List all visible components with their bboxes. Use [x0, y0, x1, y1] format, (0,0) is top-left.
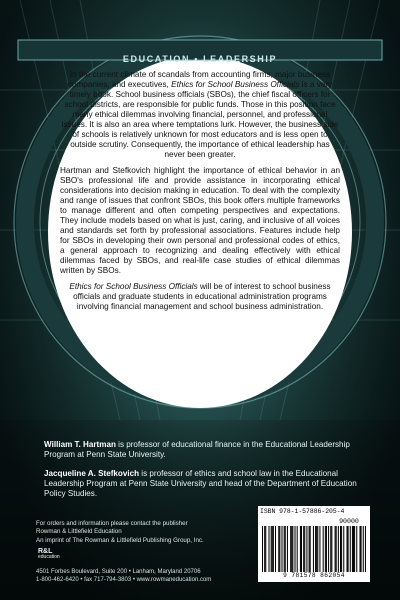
- barcode-bar: [300, 526, 301, 572]
- isbn-barcode: [258, 506, 370, 582]
- barcode-bar: [271, 526, 272, 572]
- barcode-bar: [340, 526, 341, 572]
- barcode-bar: [350, 526, 351, 572]
- blurb-panel: [60, 70, 340, 420]
- barcode-bar: [356, 526, 357, 572]
- barcode-bar: [310, 526, 311, 572]
- blurb-p3-after-title: will be of interest to school business officials and graduate students in educational administration programs involving financial management and school business administration.: [73, 282, 331, 311]
- barcode-price-code: 90000: [339, 518, 359, 525]
- barcode-bar: [287, 526, 288, 572]
- barcode-bar: [313, 526, 314, 572]
- barcode-bar: [309, 526, 310, 572]
- publisher-info: [36, 520, 256, 545]
- barcode-bar: [265, 526, 266, 572]
- publisher-address-line-2: 1-800-462-6420 • fax 717-794-3803 • www.rowmaneducation.com: [36, 577, 212, 584]
- barcode-bar: [315, 526, 316, 572]
- barcode-bar: [331, 526, 332, 572]
- barcode-bar: [275, 526, 276, 572]
- barcode-bar: [363, 526, 364, 572]
- barcode-bar: [269, 526, 270, 572]
- author-bio-text-stefkovich: is professor of ethics and school law in the Educational Leadership Program at Penn State University and head of the Department of Education Policy Studies.: [44, 469, 357, 499]
- barcode-bar: [326, 526, 327, 572]
- blurb-paragraph-2: Hartman and Stefkovich highlight the importance of ethical behavior in an SBO's professional life and provide assistance in incorporating ethical considerations into decision making in education. To deal with the complexity and range of issues that confront SBOs, this book offers multiple frameworks to manage different and often competing perspectives and expectations. They include models based on what is just, caring, and inclusive of all voices and standards set forth by professional associations. Features include help for SBOs in developing their own personal and professional codes of ethics, a general approach to recognizing and dealing effectively with ethical dilemmas faced by SBOs, and real-life case studies of ethical dilemmas written by SBOs.: [60, 166, 340, 275]
- barcode-bar: [304, 526, 305, 572]
- barcode-bar: [316, 526, 317, 572]
- publisher-address: [36, 568, 276, 584]
- barcode-bar: [347, 526, 348, 572]
- blurb-p3-book-title: Ethics for School Business Officials: [69, 282, 198, 291]
- barcode-bar: [272, 526, 273, 572]
- barcode-bar: [282, 526, 283, 572]
- series-label: EDUCATION • LEADERSHIP: [122, 54, 278, 64]
- blurb-p1-book-title: Ethics for School Business Officials: [171, 80, 300, 89]
- author-bio-stefkovich: [44, 469, 362, 499]
- barcode-bar: [290, 526, 291, 572]
- barcode-bar: [278, 526, 279, 572]
- publisher-logo-main: R&L: [38, 548, 53, 555]
- barcode-bar: [291, 526, 292, 572]
- author-name-hartman: William T. Hartman: [44, 440, 116, 449]
- barcode-bar: [341, 526, 342, 572]
- publisher-address-line-1: 4501 Forbes Boulevard, Suite 200 • Lanham, Maryland 20706: [36, 569, 201, 575]
- barcode-bar: [297, 526, 298, 572]
- barcode-bar: [323, 526, 324, 572]
- barcode-bar: [343, 526, 344, 572]
- publisher-contact-line: For orders and information please contact the publisher: [36, 520, 188, 527]
- barcode-bar: [353, 526, 354, 572]
- barcode-bar: [284, 526, 285, 572]
- barcode-bar: [360, 526, 361, 572]
- blurb-p1-before-title: In the current climate of scandals from accounting firms, major business companies, and executives,: [67, 70, 331, 89]
- barcode-bar: [306, 526, 307, 572]
- barcode-bars: [262, 526, 366, 572]
- publisher-logo: [38, 548, 66, 566]
- blurb-p1-after-title: is a very timely book. School business officials (SBOs), the chief fiscal officers for school districts, are responsible for public funds. Those in this position face many ethical dilemmas involving financial, personnel, and professional issues. It is also an area where temptations lurk. However, the business side of schools is relatively unknown for most educators and is less open to outside scrutiny. Consequently, the importance of ethical leadership has never been greater.: [61, 80, 339, 159]
- blurb-paragraph-3: [60, 282, 340, 312]
- barcode-bar: [348, 526, 349, 572]
- barcode-bar: [262, 526, 263, 572]
- publisher-logo-sub: education: [38, 554, 60, 560]
- barcode-bar: [335, 526, 336, 572]
- barcode-bar: [354, 526, 355, 572]
- blurb-paragraph-1: [60, 70, 340, 160]
- author-name-stefkovich: Jacqueline A. Stefkovich: [44, 469, 140, 479]
- barcode-bar: [301, 526, 302, 572]
- barcode-bar: [295, 526, 296, 572]
- author-bios: [44, 440, 362, 509]
- barcode-bar: [319, 526, 320, 572]
- barcode-bar: [317, 526, 318, 572]
- barcode-bar: [365, 526, 366, 572]
- barcode-bar: [292, 526, 293, 572]
- isbn-number: ISBN 978-1-57886-205-4: [260, 508, 345, 515]
- publisher-name: Rowman & Littlefield Education: [36, 528, 122, 536]
- barcode-bar: [328, 526, 329, 572]
- barcode-bar: [303, 526, 304, 572]
- barcode-bar: [285, 526, 286, 572]
- barcode-bar: [279, 526, 280, 572]
- barcode-digits: 9 781578 862054: [283, 572, 345, 579]
- barcode-bar: [352, 526, 353, 572]
- author-bio-text-hartman: is professor of educational finance in the Educational Leadership Program at Penn State University.: [44, 440, 350, 460]
- barcode-bar: [338, 526, 339, 572]
- barcode-bar: [361, 526, 362, 572]
- barcode-bar: [273, 526, 274, 572]
- publisher-imprint-line: An imprint of The Rowman & Littlefield Publishing Group, Inc.: [36, 536, 204, 544]
- author-bio-hartman: [44, 440, 362, 460]
- barcode-bar: [336, 526, 337, 572]
- barcode-bar: [330, 526, 331, 572]
- barcode-bar: [264, 526, 265, 572]
- barcode-bar: [325, 526, 326, 572]
